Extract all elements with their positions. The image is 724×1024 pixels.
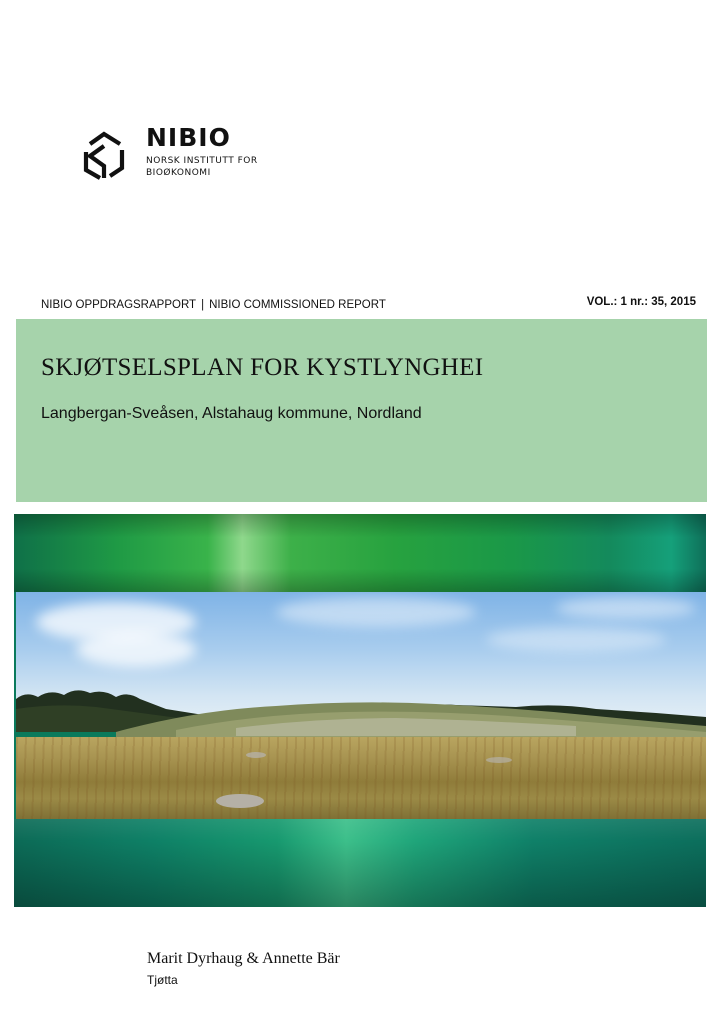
band-top-gradient bbox=[14, 514, 706, 592]
logo-text bbox=[146, 124, 258, 179]
nibio-logo-mark-icon bbox=[80, 126, 128, 180]
photo-rock bbox=[486, 757, 512, 763]
cover-image-band bbox=[14, 514, 706, 907]
landscape-photo-icon bbox=[16, 592, 706, 819]
photo-cloud bbox=[76, 632, 196, 667]
photo-cloud bbox=[276, 597, 476, 627]
photo-rock bbox=[246, 752, 266, 758]
series-left: NIBIO OPPDRAGSRAPPORT bbox=[41, 299, 197, 311]
authors: Marit Dyrhaug & Annette Bär bbox=[147, 950, 340, 967]
photo-cloud bbox=[486, 627, 666, 652]
photo-rock bbox=[216, 794, 264, 808]
photo-cloud bbox=[556, 597, 696, 619]
report-volume: VOL.: 1 nr.: 35, 2015 bbox=[586, 296, 696, 308]
series-separator: | bbox=[201, 299, 205, 311]
title-band bbox=[16, 319, 707, 502]
logo-subtitle-line2: BIOØKONOMI bbox=[146, 168, 211, 178]
band-bottom-gradient bbox=[14, 819, 706, 907]
document-title: SKJØTSELSPLAN FOR KYSTLYNGHEI bbox=[41, 354, 484, 381]
nibio-logo bbox=[80, 124, 280, 184]
logo-name: NIBIO bbox=[146, 123, 231, 152]
series-right: NIBIO COMMISSIONED REPORT bbox=[209, 299, 386, 311]
logo-subtitle-line1: NORSK INSTITUTT FOR bbox=[146, 156, 258, 166]
photo-field bbox=[16, 737, 706, 819]
author-location: Tjøtta bbox=[147, 973, 178, 987]
report-series bbox=[41, 299, 386, 311]
document-subtitle: Langbergan-Sveåsen, Alstahaug kommune, Nordland bbox=[41, 405, 422, 422]
